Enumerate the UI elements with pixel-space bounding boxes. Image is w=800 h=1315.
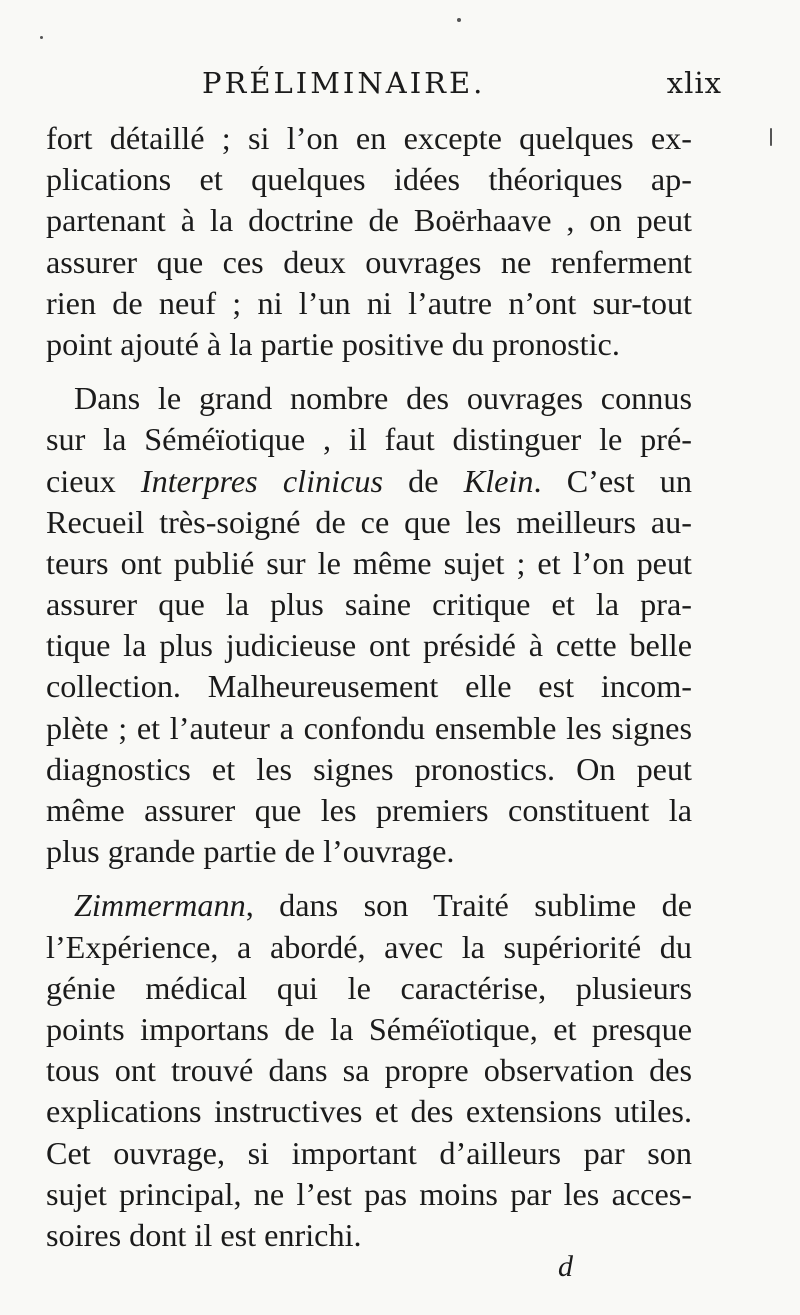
running-title: PRÉLIMINAIRE. (202, 66, 486, 100)
text-line: tique la plus judicieuse ont présidé à cette belle (46, 627, 692, 664)
text-line: rien de neuf ; ni l’un ni l’autre n’ont sur-tout (46, 284, 692, 321)
text-line: sur la Séméïotique , il faut distinguer le pré- (46, 421, 692, 458)
ink-speck (40, 36, 43, 39)
text-line: l’Expérience, a abordé, avec la supériorité du (46, 928, 692, 965)
text-line: Recueil très-soigné de ce que les meilleurs au- (46, 503, 692, 540)
text-line: Cet ouvrage, si important d’ailleurs par son (46, 1134, 692, 1171)
running-head (48, 66, 722, 110)
text-line: plète ; et l’auteur a confondu ensemble les signes (46, 709, 692, 746)
text-line: points importans de la Séméïotique, et presque (46, 1010, 692, 1047)
paragraph-3 (46, 885, 692, 1256)
text-line: assurer que la plus saine critique et la pra- (46, 586, 692, 623)
text-line: point ajouté à la partie positive du pronostic. (46, 325, 620, 362)
text-line: Zimmermann, dans son Traité sublime de (74, 887, 692, 924)
text-line: fort détaillé ; si l’on en excepte quelques ex- (46, 120, 692, 156)
ink-speck (457, 18, 461, 22)
text-line: partenant à la doctrine de Boërhaave , on peut (46, 202, 692, 239)
text-line: plications et quelques idées théoriques ap- (46, 161, 692, 198)
paragraph-1 (46, 118, 692, 365)
paragraph-2 (46, 378, 692, 872)
ink-speck (770, 128, 772, 146)
text-line: plus grande partie de l’ouvrage. (46, 833, 455, 870)
text-line: diagnostics et les signes pronostics. On peut (46, 750, 692, 787)
text-line: tous ont trouvé dans sa propre observation des (46, 1052, 692, 1089)
text-line: collection. Malheureusement elle est incom- (46, 668, 692, 705)
page-number: xlix (666, 66, 722, 100)
text-line: teurs ont publié sur le même sujet ; et l’on peut (46, 544, 692, 581)
text-line: génie médical qui le caractérise, plusieurs (46, 969, 692, 1006)
text-line: explications instructives et des extensions utiles. (46, 1093, 692, 1130)
body-text (46, 118, 692, 1256)
signature-mark: d (558, 1250, 573, 1283)
text-line: même assurer que les premiers constituent la (46, 792, 692, 828)
text-line: assurer que ces deux ouvrages ne renferment (46, 243, 692, 280)
text-line: soires dont il est enrichi. (46, 1216, 362, 1253)
text-line: sujet principal, ne l’est pas moins par les acces- (46, 1175, 692, 1212)
text-line: cieux Interpres clinicus de Klein. C’est un (46, 462, 692, 499)
text-line: Dans le grand nombre des ouvrages connus (74, 380, 692, 417)
